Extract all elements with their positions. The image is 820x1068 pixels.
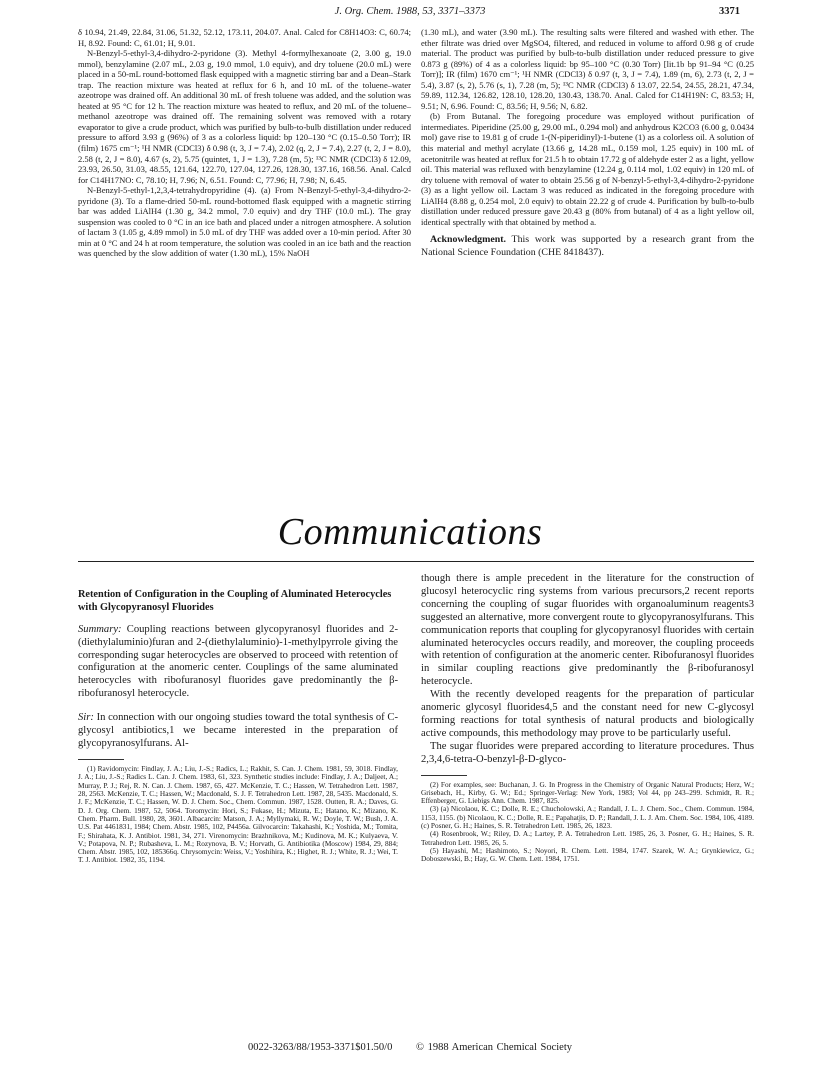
article-intro [78, 712, 398, 751]
sir-text: In connection with our ongoing studies toward the total synthesis of C-glycosyl antibiotics,1 we became interested in the preparation of glycopyranosylfurans. Al- [78, 712, 398, 750]
experimental-paragraph: N-Benzyl-5-ethyl-1,2,3,4-tetrahydropyridine (4). (a) From N-Benzyl-5-ethyl-3,4-dihydro-2-pyridone (3). To a flame-dried 50-mL round-bottomed flask equipped with a magnetic stirring bar was added LiAlH4 (1.30 g, 34.2 mmol, 7.0 equiv) and dry THF (10.0 mL). The gray suspension was cooled to 0 °C in an ice bath and placed under a nitrogen atmosphere. A solution of lactam 3 (1.05 g, 4.89 mmol) in 5.0 mL of dry THF was added over a 10-min period. After 30 min at 0 °C and 24 h at room temperature, the solution was cooled in an ice bath and the reaction was quenched by the slow addition of water (1.30 mL), 15% NaOH [78, 185, 411, 259]
footnote: (1) Ravidomycin: Findlay, J. A.; Liu, J.-S.; Radics, L.; Rakhit, S. Can. J. Chem. 1981, 59, 3018. Findlay, J. A.; Liu, J.-S.; Radics L. Can. J. Chem. 1983, 61, 323. Synthetic studies include: Findlay, J. A.; Daljeet, A.; Murray, P. J.; Rej, R. N. Can. J. Chem. 1987, 65, 427. McKenzie, T. C.; Hassen, W. Tetrahedron Lett. 1987, 28, 2563. McKenzie, T. C.; Hassen, W.; Macdonald, S. J. F. Tetrahedron Lett. 1987, 28, 5435. Macdonald, S. J. F.; McKenzie, T. C.; Hassen, W. D. J. Chem. Soc., Chem. Commun. 1987, 1528. Outten, R. A.; Daves, G. D. J. Org. Chem. 1987, 52, 5064. Toromycin: Hori, S.; Fukase, H.; Mizuta, E.; Hatano, K.; Mizano, K. Chem. Pharm. Bull. 1980, 28, 3601. Albacarcin: Matson, J. A.; Myllymaki, R. W.; Doyle, T. W.; Bush, J. A. U.S. Pat 4461831, 1984; Chem. Abstr. 1985, 102, P4456a. Gilvocarcin: Takahashi, K.; Yoshida, M.; Tomita, F.; Shirahata, K. J. Antibiot. 1981, 34, 271. Virenomycin: Brazhnikova, M.; Kudinova, M. K.; Kulyaeva, V. V.; Potapova, N. P.; Rubasheva, L. M.; Rozynova, B. V.; Horvath, G. Antibiotika (Moscow) 1984, 29, 884; Chem. Abstr. 1985, 102, 185366q. Chrysomycin: Weiss, V.; Yoshihira, K.; Highet, R. J.; White, R. J.; Wei, T. T. J. Antibiot. 1982, 35, 1194. [78, 764, 398, 865]
article-left-column [78, 589, 398, 865]
article-title: Retention of Configuration in the Coupling of Aluminated Heterocycles with Glycopyranosyl Fluorides [78, 589, 392, 613]
body-paragraph: With the recently developed reagents for the preparation of particular anomeric glycosyl fluorides4,5 and the constant need for new C-glycosyl forming reactions for total synthesis of natural products and biologically active compounds, this methodology may prove to be particularly useful. [421, 689, 754, 739]
article-right-column [421, 573, 754, 864]
footnotes-left [78, 765, 398, 865]
experimental-paragraph: δ 10.94, 21.49, 22.84, 31.06, 51.32, 52.12, 173.11, 204.07. Anal. Calcd for C8H14O3: C, 60.74; H, 8.92. Found: C, 61.01; H, 9.01. [78, 27, 411, 48]
page-footer [0, 1042, 820, 1053]
footnote: (3) (a) Nicolaou, K. C.; Dolle, R. E.; Chucholowski, A.; Randall, J. L. J. Chem. Soc., Chem. Commun. 1984, 1153, 1155. (b) Nicolaou, K. C.; Dolle, R. E.; Papahatjis, D. P.; Randall, J. L. J. Am. Chem. Soc. 1984, 106, 4189. (c) Posner, G. H.; Haines, S. R. Tetrahedron Lett. 1985, 26, 1823. [421, 804, 754, 831]
footnote-divider [421, 775, 467, 776]
sir-label: Sir: [78, 712, 94, 724]
body-paragraph: The sugar fluorides were prepared according to literature procedures. Thus 2,3,4,6-tetra-O-benzyl-β-D-glyco- [421, 740, 754, 765]
footnote: (5) Hayashi, M.; Hashimoto, S.; Noyori, R. Chem. Lett. 1984, 1747. Szarek, W. A.; Grynkiewicz, G.; Doboszewski, B.; Hay, G. W. Chem. Lett. 1984, 1751. [421, 845, 754, 864]
body-paragraph: though there is ample precedent in the literature for the construction of glucosyl heterocyclic ring systems from various precursors,2 recent reports concerning the coupling of sugar fluorides with organoaluminum reagents3 suggested an alternative, more convergent route to glycopyranosylfurans. This communication reports that coupling for glycopyranosyl fluorides with certain aluminated heterocycles occurs readily, and moreover, the coupling proceeds with retention of configuration at the anomeric center. Ribofuranosyl fluorides in similar coupling reactions give predominantly the β-ribofuranosyl heterocycle. [421, 573, 754, 688]
article-body [421, 573, 754, 767]
footnote-divider [78, 759, 124, 760]
section-title: Communications [277, 511, 543, 553]
summary-text: Coupling reactions between glycopyranosyl fluorides and 2-(diethylaluminio)furan and 2-(diethylaluminio)-1-methylpyrrole giving the corresponding sugar heterocycles are observed to proceed with retention of configuration at the anomeric center. Couplings of the same aluminated heterocycles with ribofuranosyl fluorides gave predominantly the β-ribofuranosyl heterocycle. [78, 624, 398, 699]
top-right-column [421, 27, 754, 259]
acknowledgment-heading: Acknowledgment. [430, 234, 506, 246]
experimental-paragraph: (b) From Butanal. The foregoing procedure was employed without purification of intermediates. Piperidine (25.00 g, 29.00 mL, 0.294 mol) and anhydrous K2CO3 (6.00 g, 0.0434 mol) gave rise to 19.81 g of crude 1-(N-piperidinyl)-1-butene (1) as a colorless oil. A solution of this material and methyl acrylate (13.66 g, 14.28 mL, 0.159 mol, 1.25 equiv) in 100 mL of acetonitrile was heated at reflux for 21.5 h to obtain 17.72 g of aldehyde ester 2 as a light, yellow oil. This material was refluxed with benzylamine (12.24 g, 0.114 mol, 1.02 equiv) in 120 mL of dry toluene with removal of water to obtain 25.56 g of N-benzyl-5-ethyl-3,4-dihydro-2-pyridone (3) as a light yellow oil. Lactam 3 was reduced as indicated in the foregoing procedure with LiAlH4 (8.88 g, 0.254 mol, 2.0 equiv) to obtain 22.22 g of crude 4. Purification by bulb-to-bulb distillation under reduced pressure gave 20.43 g (80% from butanal) of 4 as a light yellow oil, identical spectrally with that obtained by method a. [421, 111, 754, 227]
article-summary [78, 624, 398, 700]
acknowledgment [421, 234, 754, 258]
running-head [0, 6, 820, 22]
journal-citation: J. Org. Chem. 1988, 53, 3371–3373 [334, 6, 486, 17]
top-left-column [78, 27, 411, 259]
footnotes-right [421, 781, 754, 864]
article-code: 0022-3263/88/1953-3371$01.50/0 [247, 1042, 393, 1053]
footnote: (4) Rosenbrook, W.; Riley, D. A.; Lartey, P. A. Tetrahedron Lett. 1985, 26, 3. Posner, G. H.; Haines, S. R. Tetrahedron Lett. 1985, 26, 5. [421, 829, 754, 847]
copyright: © 1988 American Chemical Society [415, 1042, 573, 1053]
acknowledgment-text: This work was supported by a research grant from the National Science Foundation (CHE 8418437). [421, 234, 754, 258]
section-divider [78, 561, 754, 562]
summary-label: Summary: [78, 624, 122, 636]
page-number: 3371 [719, 6, 740, 17]
experimental-paragraph: (1.30 mL), and water (3.90 mL). The resulting salts were filtered and washed with ether. The ether filtrate was dried over MgSO4, filtered, and reduced in volume to afford 0.98 g of crude material. The product was purified by bulb-to-bulb distillation under reduced pressure to give 0.873 g (89%) of 4 as a colorless liquid: bp 95–100 °C (0.30 Torr) [lit.1b bp 91–94 °C (0.25 Torr)]; IR (film) 1670 cm⁻¹; ¹H NMR (CDCl3) δ 0.97 (t, 3, J = 7.4), 1.89 (m, 6), 2.73 (t, 2, J = 5.4), 3.87 (s, 2), 5.76 (s, 1), 7.28 (m, 5); ¹³C NMR (CDCl3) δ 13.07, 22.54, 24.55, 28.21, 47.34, 59.89, 112.34, 126.82, 128.10, 128.20, 130.43, 138.70. Anal. Calcd for C14H19N: C, 83.53; H, 9.51; N, 6.96. Found: C, 83.56; H, 9.56; N, 6.82. [421, 27, 754, 111]
experimental-paragraph: N-Benzyl-5-ethyl-3,4-dihydro-2-pyridone (3). Methyl 4-formylhexanoate (2, 3.00 g, 19.0 mmol), benzylamine (2.07 mL, 2.03 g, 19.0 mmol, 1.0 equiv), and dry toluene (20.0 mL) were placed in a 50-mL round-bottomed flask equipped with a magnetic stirring bar and a Dean–Stark trap. The reaction mixture was heated at reflux for 6 h, and 10 mL of the toluene–water azeotrope was drained off. An additional 30 mL of fresh toluene was added, and the solution was heated at 95 °C for 12 h. The reaction mixture was heated to reflux, and 20 mL of the toluene–methanol azeotrope was drained off. The remaining solvent was removed with a rotary evaporator to give a crude product, which was purified by bulb-to-bulb distillation under reduced pressure to afford 3.93 g (96%) of 3 as a colorless liquid: bp 120–130 °C (0.15–0.50 Torr); IR (film) 1675 cm⁻¹; ¹H NMR (CDCl3) δ 0.98 (t, 3, J = 7.4), 2.02 (q, 2, J = 7.4), 2.27 (t, 2, J = 8.0), 2.58 (t, 2, J = 8.0), 4.67 (s, 2), 5.75 (quintet, 1, J = 1.3), 7.28 (m, 5); ¹³C NMR (CDCl3) δ 12.09, 23.93, 26.50, 31.03, 48.55, 121.64, 122.70, 127.04, 127.26, 128.30, 137.16, 168.56. Anal. Calcd for C14H17NO: C, 78.10; H, 7.96; N, 6.51. Found: C, 77.96; H, 7.98; N, 6.45. [78, 48, 411, 185]
footnote: (2) For examples, see: Buchanan, J. G. In Progress in the Chemistry of Organic Natural Products; Herz, W.; Grisebach, H., Kirby, G. W.; Ed.; Springer-Verlag: New York, 1983; Vol 44, pp 243–299. Schmidt, R. R.; Effenberger, G. Liebigs Ann. Chem. 1987, 825. [421, 779, 754, 806]
